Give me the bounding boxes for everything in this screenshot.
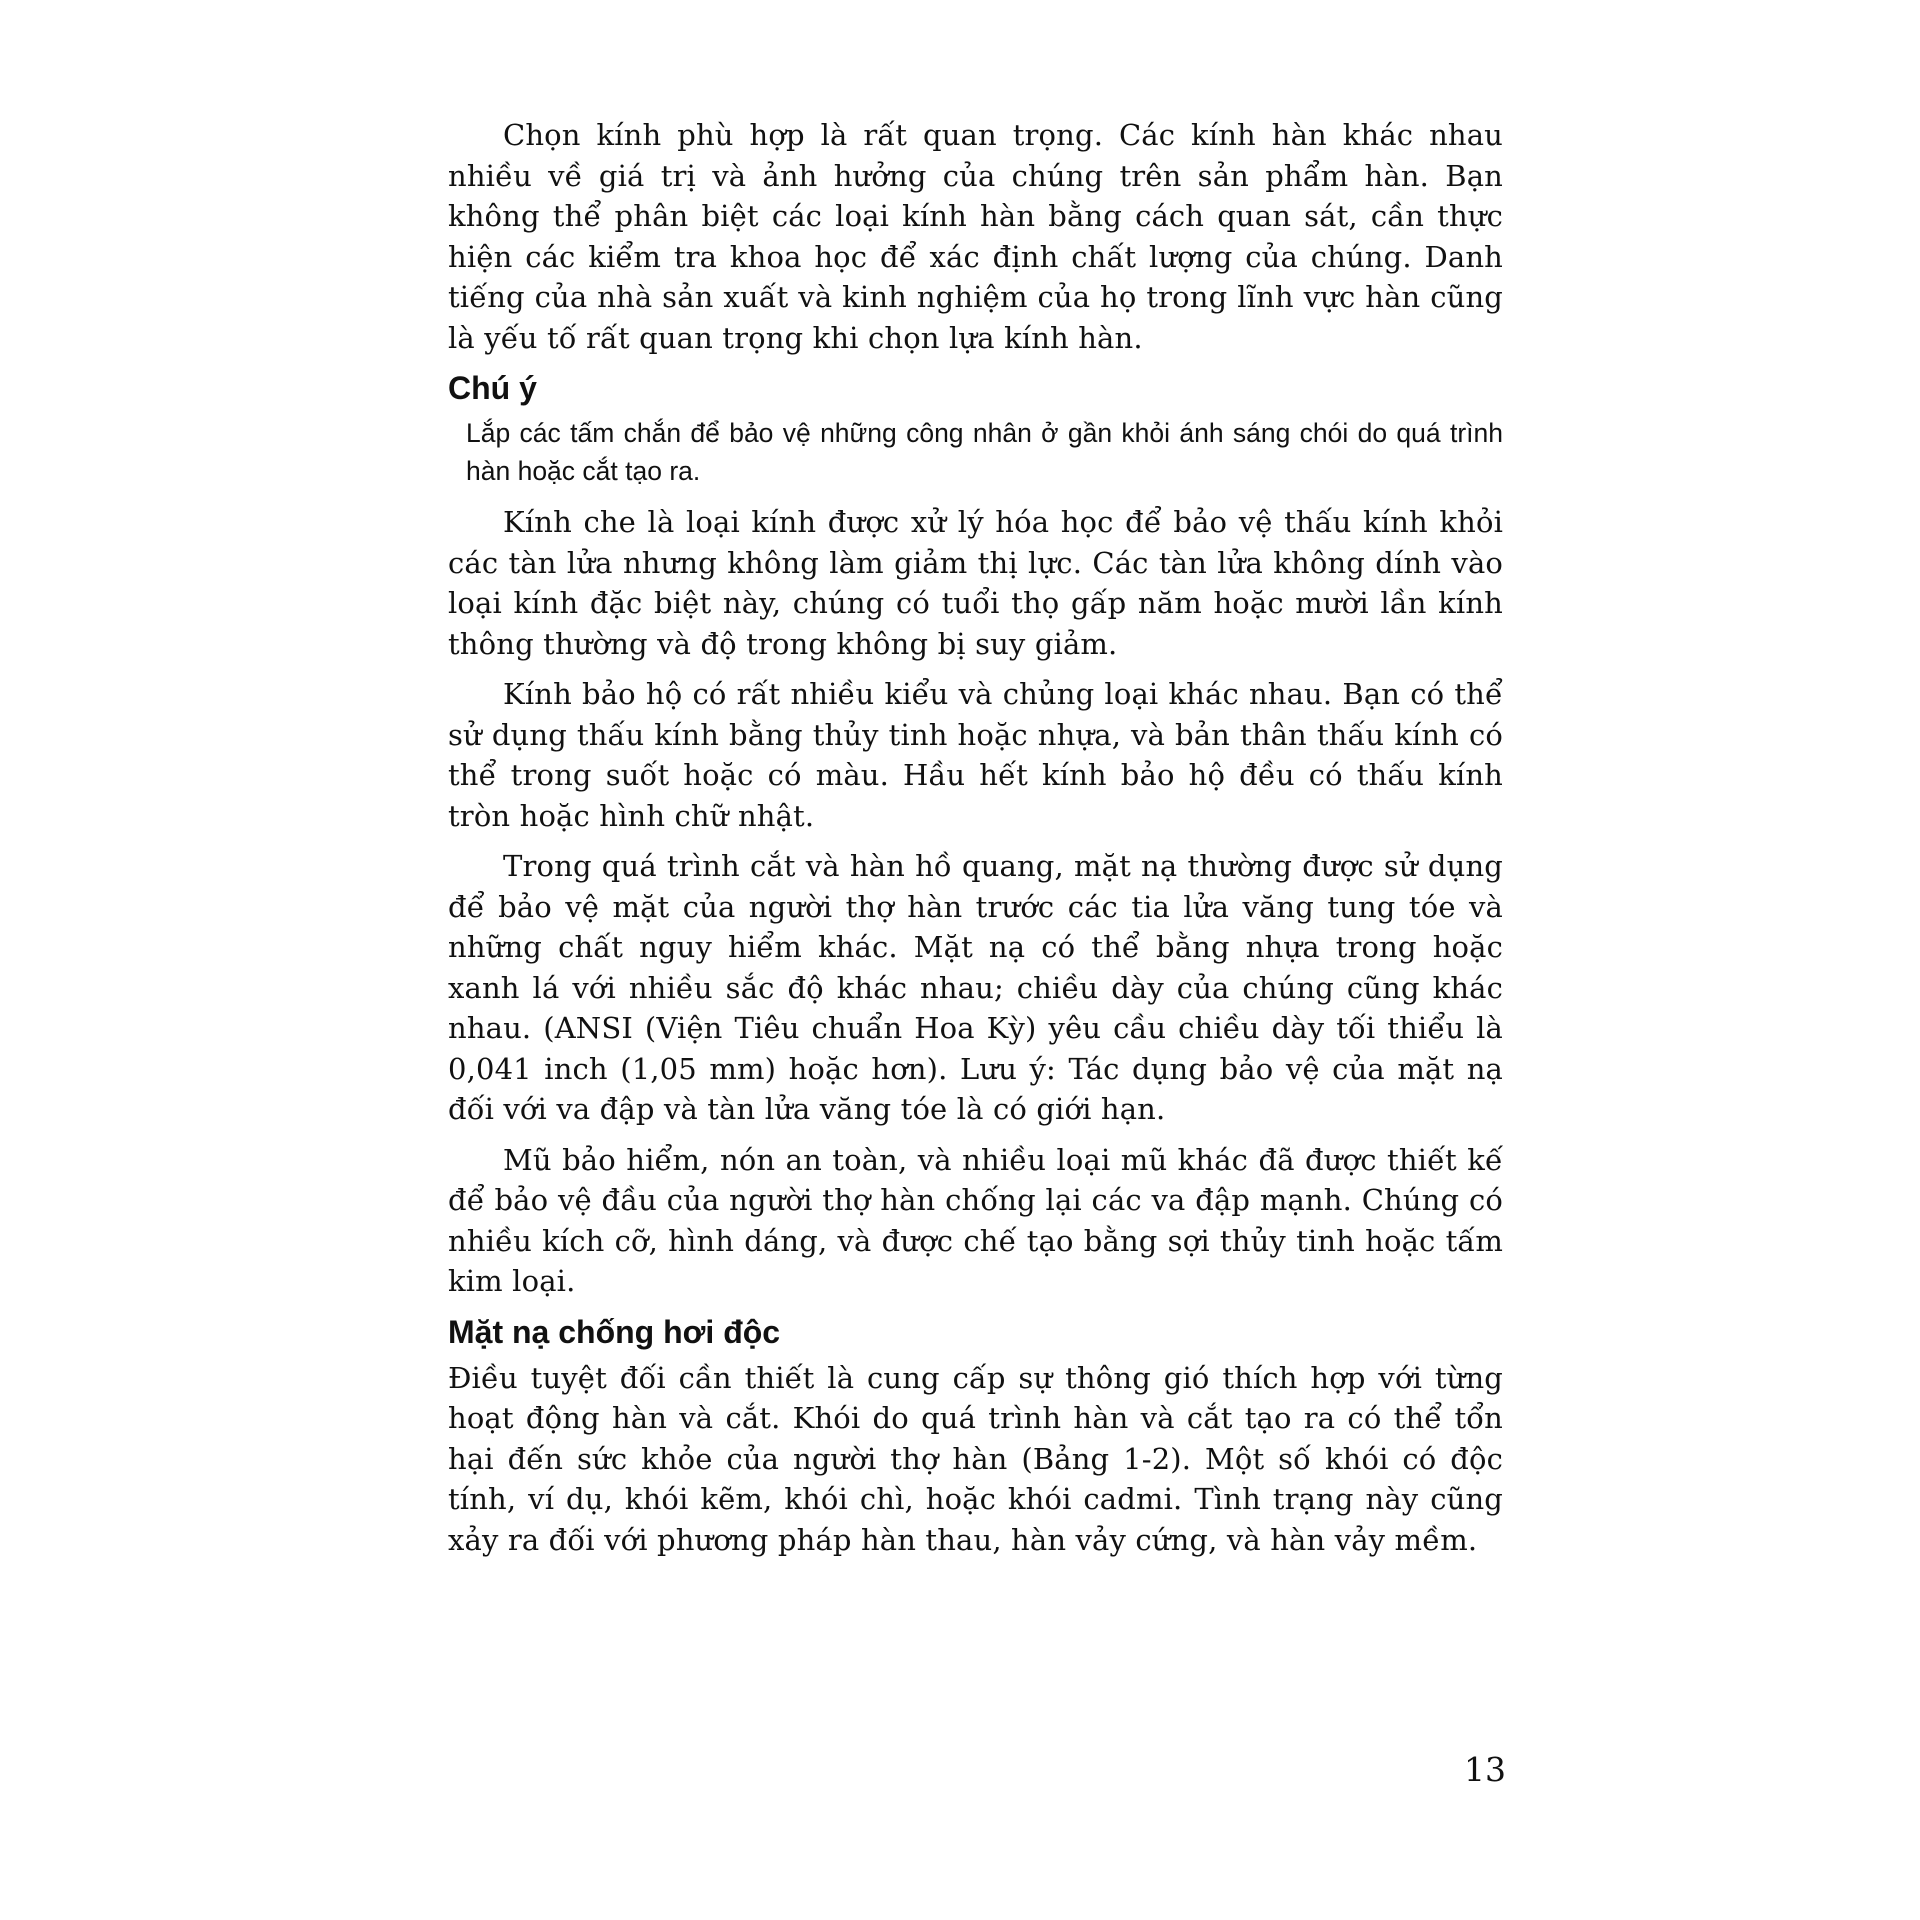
paragraph-cover-lens: Kính che là loại kính được xử lý hóa học để bảo vệ thấu kính khỏi các tàn lửa nhưng không làm giảm thị lực. Các tàn lửa không dính vào loại kính đặc biệt này, chúng có tuổi thọ gấp năm hoặc mười lần kính thông thường và độ trong không bị suy giảm.	[448, 505, 1503, 661]
page-number: 13	[1464, 1750, 1506, 1789]
note-heading: Chú ý	[448, 370, 537, 406]
paragraph-lens-selection: Chọn kính phù hợp là rất quan trọng. Các kính hàn khác nhau nhiều về giá trị và ảnh hưởng của chúng trên sản phẩm hàn. Bạn không thể phân biệt các loại kính hàn bằng cách quan sát, cần thực hiện các kiểm tra khoa học để xác định chất lượng của chúng. Danh tiếng của nhà sản xuất và kinh nghiệm của họ trong lĩnh vực hàn cũng là yếu tố rất quan trọng khi chọn lựa kính hàn.	[448, 118, 1503, 355]
paragraph-face-shield: Trong quá trình cắt và hàn hồ quang, mặt nạ thường được sử dụng để bảo vệ mặt của người thợ hàn trước các tia lửa văng tung tóe và những chất nguy hiểm khác. Mặt nạ có thể bằng nhựa trong hoặc xanh lá với nhiều sắc độ khác nhau; chiều dày của chúng cũng khác nhau. (ANSI (Viện Tiêu chuẩn Hoa Kỳ) yêu cầu chiều dày tối thiểu là 0,041 inch (1,05 mm) hoặc hơn). Lưu ý: Tác dụng bảo vệ của mặt nạ đối với va đập và tàn lửa văng tóe là có giới hạn.	[448, 849, 1503, 1126]
paragraph-safety-glasses: Kính bảo hộ có rất nhiều kiểu và chủng loại khác nhau. Bạn có thể sử dụng thấu kính bằng thủy tinh hoặc nhựa, và bản thân thấu kính có thể trong suốt hoặc có màu. Hầu hết kính bảo hộ đều có thấu kính tròn hoặc hình chữ nhật.	[448, 677, 1503, 833]
page-content	[448, 115, 1503, 1570]
note-text: Lắp các tấm chắn để bảo vệ những công nhân ở gần khỏi ánh sáng chói do quá trình hàn hoặc cắt tạo ra.	[466, 418, 1503, 486]
paragraph-ventilation: Điều tuyệt đối cần thiết là cung cấp sự thông gió thích hợp với từng hoạt động hàn và cắt. Khói do quá trình hàn và cắt tạo ra có thể tổn hại đến sức khỏe của người thợ hàn (Bảng 1-2). Một số khói có độc tính, ví dụ, khói kẽm, khói chì, hoặc khói cadmi. Tình trạng này cũng xảy ra đối với phương pháp hàn thau, hàn vảy cứng, và hàn vảy mềm.	[448, 1360, 1503, 1557]
paragraph-helmets: Mũ bảo hiểm, nón an toàn, và nhiều loại mũ khác đã được thiết kế để bảo vệ đầu của người thợ hàn chống lại các va đập mạnh. Chúng có nhiều kích cỡ, hình dáng, và được chế tạo bằng sợi thủy tinh hoặc tấm kim loại.	[448, 1142, 1503, 1298]
section-heading: Mặt nạ chống hơi độc	[448, 1313, 781, 1350]
